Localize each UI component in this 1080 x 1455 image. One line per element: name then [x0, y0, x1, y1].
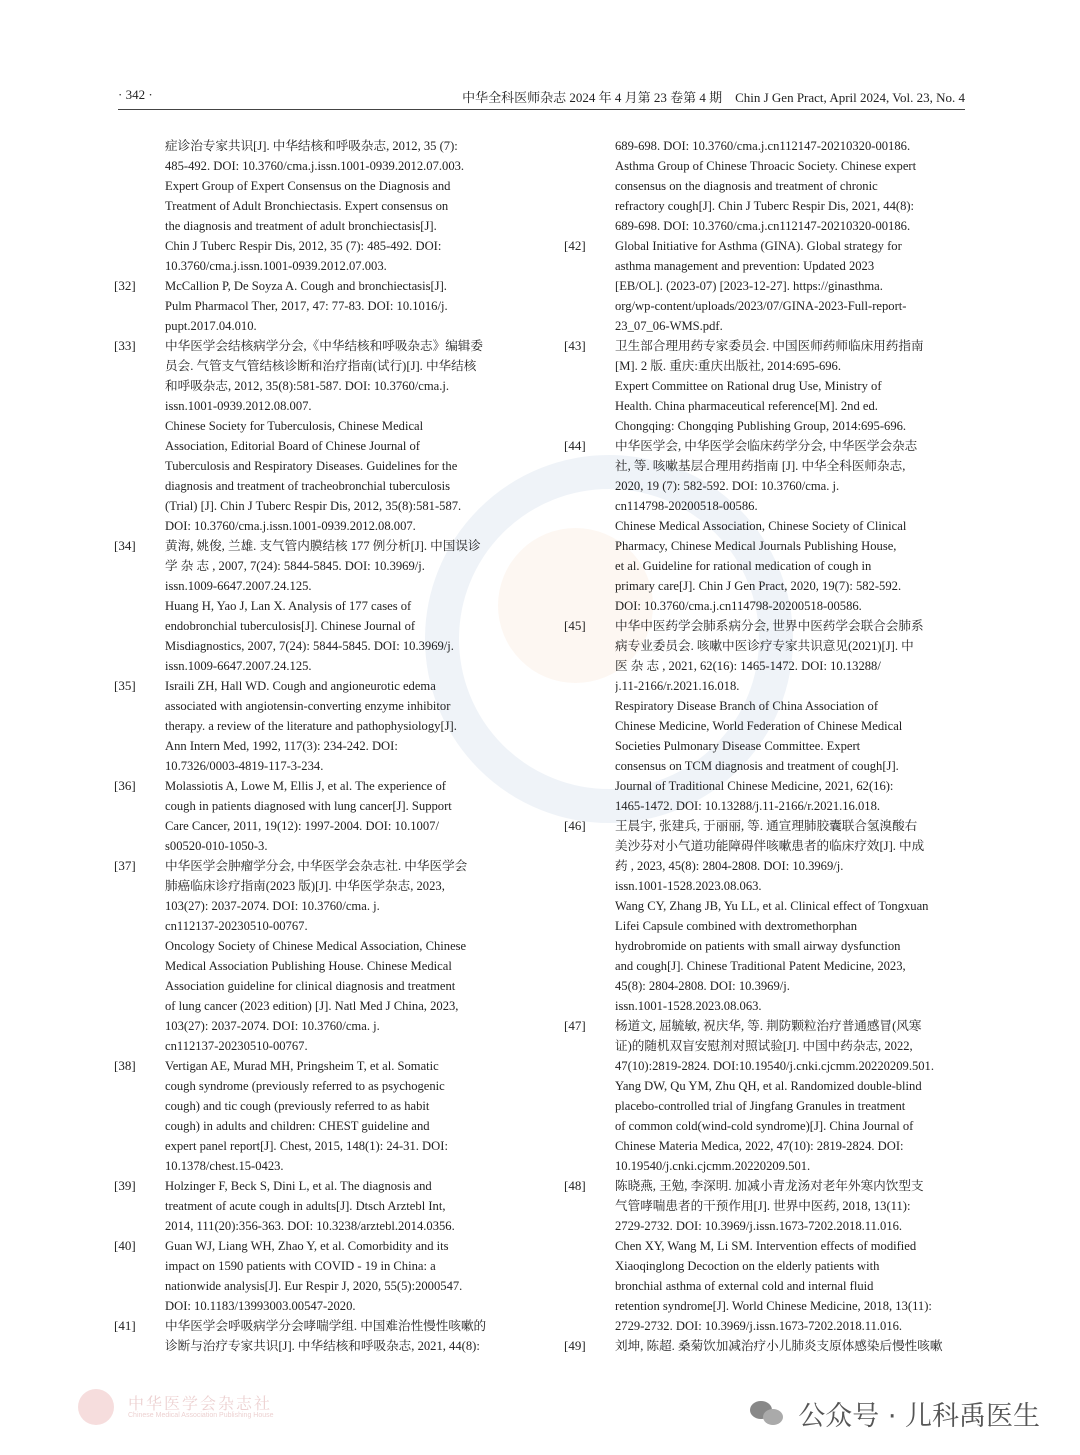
- reference-line: [EB/OL]. (2023-07) [2023-12-27]. https://ginasthma.: [615, 279, 883, 293]
- reference-line: 2729-2732. DOI: 10.3969/j.issn.1673-7202.2018.11.016.: [615, 1319, 903, 1333]
- reference-line: issn.1001-1528.2023.08.063.: [615, 879, 762, 893]
- reference-line: 2020, 19 (7): 582-592. DOI: 10.3760/cma. j.: [615, 479, 840, 493]
- reference-line: associated with angiotensin-converting enzyme inhibitor: [165, 699, 451, 713]
- reference-number: [45]: [564, 618, 586, 633]
- reference-line: org/wp-content/uploads/2023/07/GINA-2023-Full-report-: [615, 299, 907, 313]
- reference-line: Journal of Traditional Chinese Medicine, 2021, 62(16):: [615, 779, 894, 793]
- reference-line: endobronchial tuberculosis[J]. Chinese Journal of: [165, 619, 416, 633]
- reference-line: Chinese Materia Medica, 2022, 47(10): 2819-2824. DOI:: [615, 1139, 904, 1153]
- reference-line: s00520-010-1050-3.: [165, 839, 268, 853]
- reference-line: Expert Group of Expert Consensus on the Diagnosis and: [165, 179, 451, 193]
- reference-line: DOI: 10.3760/cma.j.cn114798-20200518-00586.: [615, 599, 862, 613]
- reference-number: [41]: [114, 1318, 136, 1333]
- reference-line: Guan WJ, Liang WH, Zhao Y, et al. Comorbidity and its: [165, 1239, 449, 1253]
- reference-line: Care Cancer, 2011, 19(12): 1997-2004. DOI: 10.1007/: [165, 819, 439, 833]
- reference-line: 陈晓燕, 王勉, 李深明. 加减小青龙汤对老年外寒内饮型支: [615, 1179, 924, 1193]
- reference-line: pupt.2017.04.010.: [165, 319, 257, 333]
- journal-citation-line: 中华全科医师杂志 2024 年 4 月第 23 卷第 4 期 Chin J Gen Pract, April 2024, Vol. 23, No. 4: [462, 90, 965, 105]
- reference-line: issn.1001-1528.2023.08.063.: [615, 999, 762, 1013]
- reference-text: [615, 436, 950, 616]
- reference-number: [38]: [114, 1058, 136, 1073]
- reference-column-left: [114, 136, 500, 1356]
- wechat-icon: [750, 1399, 786, 1427]
- reference-line: issn.1001-0939.2012.08.007.: [165, 399, 312, 413]
- reference-number: [46]: [564, 818, 586, 833]
- reference-line: Misdiagnostics, 2007, 7(24): 5844-5845. DOI: 10.3969/j.: [165, 639, 454, 653]
- reference-line: 肺癌临床诊疗指南(2023 版)[J]. 中华医学杂志, 2023,: [165, 879, 445, 893]
- reference-number: [32]: [114, 278, 136, 293]
- reference-line: 103(27): 2037-2074. DOI: 10.3760/cma. j.: [165, 899, 380, 913]
- reference-line: Chongqing: Chongqing Publishing Group, 2014:695-696.: [615, 419, 907, 433]
- reference-line: Respiratory Disease Branch of China Association of: [615, 699, 879, 713]
- reference-number: [43]: [564, 338, 586, 353]
- reference-line: Association guideline for clinical diagnosis and treatment: [165, 979, 456, 993]
- reference-text: [615, 816, 950, 1016]
- reference-text: [615, 236, 950, 336]
- reference-entry: [564, 1336, 950, 1356]
- reference-line: 医 杂 志 , 2021, 62(16): 1465-1472. DOI: 10.13288/: [615, 659, 881, 673]
- reference-line: 2729-2732. DOI: 10.3969/j.issn.1673-7202.2018.11.016.: [615, 1219, 903, 1233]
- reference-text: [165, 536, 500, 676]
- reference-line: 刘坤, 陈超. 桑菊饮加减治疗小儿肺炎支原体感染后慢性咳嗽: [615, 1339, 943, 1353]
- reference-line: 学 杂 志 , 2007, 7(24): 5844-5845. DOI: 10.3969/j.: [165, 559, 425, 573]
- reference-number: [44]: [564, 438, 586, 453]
- reference-entry: [114, 336, 500, 536]
- reference-line: impact on 1590 patients with COVID - 19 in China: a: [165, 1259, 436, 1273]
- reference-line: 证)的随机双盲安慰剂对照试验[J]. 中国中药杂志, 2022,: [615, 1039, 913, 1053]
- reference-line: therapy. a review of the literature and pathophysiology[J].: [165, 719, 457, 733]
- reference-line: Asthma Group of Chinese Throacic Society. Chinese expert: [615, 159, 917, 173]
- reference-line: 2014, 111(20):356-363. DOI: 10.3238/arztebl.2014.0356.: [165, 1219, 455, 1233]
- reference-line: 中华医学会结核病学分会,《中华结核和呼吸杂志》编辑委: [165, 339, 483, 353]
- reference-line: 23_07_06-WMS.pdf.: [615, 319, 723, 333]
- reference-line: (Trial) [J]. Chin J Tuberc Respir Dis, 2012, 35(8):581-587.: [165, 499, 462, 513]
- reference-entry: [114, 1056, 500, 1176]
- reference-line: cn112137-20230510-00767.: [165, 1039, 308, 1053]
- reference-line: primary care[J]. Chin J Gen Pract, 2020, 19(7): 582-592.: [615, 579, 902, 593]
- reference-text: [165, 776, 500, 856]
- reference-line: 王晨宇, 张建兵, 于丽丽, 等. 通宣理肺胶囊联合氢溴酸右: [615, 819, 918, 833]
- reference-line: 中华医学会呼吸病学分会哮喘学组. 中国难治性慢性咳嗽的: [165, 1319, 487, 1333]
- reference-entry: [114, 136, 500, 276]
- reference-number: [35]: [114, 678, 136, 693]
- reference-line: 10.19540/j.cnki.cjcmm.20220209.501.: [615, 1159, 811, 1173]
- reference-line: hydrobromide on patients with small airway dysfunction: [615, 939, 901, 953]
- reference-entry: [114, 1236, 500, 1316]
- reference-entry: [564, 1176, 950, 1336]
- reference-line: Chinese Medical Association, Chinese Society of Clinical: [615, 519, 907, 533]
- reference-line: Chen XY, Wang M, Li SM. Intervention effects of modified: [615, 1239, 917, 1253]
- reference-line: 中华医学会肿瘤学分会, 中华医学会杂志社. 中华医学会: [165, 859, 468, 873]
- reference-line: 气管哮喘患者的干预作用[J]. 世界中医药, 2018, 13(11):: [615, 1199, 911, 1213]
- reference-line: Molassiotis A, Lowe M, Ellis J, et al. The experience of: [165, 779, 446, 793]
- reference-line: diagnosis and treatment of tracheobronchial tuberculosis: [165, 479, 451, 493]
- reference-entry: [564, 1016, 950, 1176]
- reference-line: 45(8): 2804-2808. DOI: 10.3969/j.: [615, 979, 790, 993]
- reference-line: Global Initiative for Asthma (GINA). Global strategy for: [615, 239, 902, 253]
- reference-line: 黄海, 姚俊, 兰雄. 支气管内膜结核 177 例分析[J]. 中国误诊: [165, 539, 481, 553]
- reference-number: [34]: [114, 538, 136, 553]
- reference-line: the diagnosis and treatment of adult bronchiectasis[J].: [165, 219, 437, 233]
- reference-line: consensus on TCM diagnosis and treatment of cough[J].: [615, 759, 899, 773]
- reference-line: Treatment of Adult Bronchiectasis. Expert consensus on: [165, 199, 449, 213]
- reference-line: Chin J Tuberc Respir Dis, 2012, 35 (7): 485-492. DOI:: [165, 239, 442, 253]
- reference-entry: [564, 236, 950, 336]
- reference-entry: [114, 1316, 500, 1356]
- reference-entry: [564, 336, 950, 436]
- reference-number: [47]: [564, 1018, 586, 1033]
- reference-text: [615, 136, 950, 236]
- reference-line: Medical Association Publishing House. Chinese Medical: [165, 959, 452, 973]
- reference-line: 689-698. DOI: 10.3760/cma.j.cn112147-20210320-00186.: [615, 139, 911, 153]
- reference-number: [114, 136, 165, 276]
- reference-text: [165, 676, 500, 776]
- reference-line: j.11-2166/r.2021.16.018.: [615, 679, 740, 693]
- page-header: [118, 87, 965, 110]
- page-number: · 342 ·: [118, 87, 153, 102]
- reference-line: bronchial asthma of external cold and internal fluid: [615, 1279, 874, 1293]
- reference-line: refractory cough[J]. Chin J Tuberc Respir Dis, 2021, 44(8):: [615, 199, 915, 213]
- reference-line: Pharmacy, Chinese Medical Journals Publishing House,: [615, 539, 897, 553]
- reference-text: [165, 1176, 500, 1236]
- reference-line: Chinese Medicine, World Federation of Chinese Medical: [615, 719, 903, 733]
- reference-line: of common cold(wind-cold syndrome)[J]. China Journal of: [615, 1119, 914, 1133]
- publisher-name-en: Chinese Medical Association Publishing House: [128, 1412, 274, 1419]
- reference-line: 社, 等. 咳嗽基层合理用药指南 [J]. 中华全科医师杂志,: [615, 459, 906, 473]
- reference-text: [165, 1316, 500, 1356]
- reference-line: 10.1378/chest.15-0423.: [165, 1159, 284, 1173]
- reference-line: Wang CY, Zhang JB, Yu LL, et al. Clinical effect of Tongxuan: [615, 899, 929, 913]
- reference-entry: [114, 676, 500, 776]
- reference-text: [615, 336, 950, 436]
- reference-line: 103(27): 2037-2074. DOI: 10.3760/cma. j.: [165, 1019, 380, 1033]
- reference-line: 10.7326/0003-4819-117-3-234.: [165, 759, 324, 773]
- reference-entry: [114, 1176, 500, 1236]
- reference-line: cough) in adults and children: CHEST guideline and: [165, 1119, 430, 1133]
- reference-line: cough syndrome (previously referred to as psychogenic: [165, 1079, 445, 1093]
- reference-line: 1465-1472. DOI: 10.13288/j.11-2166/r.2021.16.018.: [615, 799, 881, 813]
- reference-number: [37]: [114, 858, 136, 873]
- reference-line: Yang DW, Qu YM, Zhu QH, et al. Randomized double-blind: [615, 1079, 922, 1093]
- reference-text: [165, 856, 500, 1056]
- publisher-name-cn: 中华医学会杂志社: [128, 1394, 273, 1413]
- reference-line: 和呼吸杂志, 2012, 35(8):581-587. DOI: 10.3760/cma.j.: [165, 379, 450, 393]
- reference-line: Tuberculosis and Respiratory Diseases. Guidelines for the: [165, 459, 458, 473]
- reference-line: and cough[J]. Chinese Traditional Patent Medicine, 2023,: [615, 959, 906, 973]
- reference-line: 症诊治专家共识[J]. 中华结核和呼吸杂志, 2012, 35 (7):: [165, 139, 458, 153]
- reference-line: 中华中医药学会肺系病分会, 世界中医药学会联合会肺系: [615, 619, 924, 633]
- reference-line: Oncology Society of Chinese Medical Association, Chinese: [165, 939, 467, 953]
- reference-text: [165, 336, 500, 536]
- reference-number: [42]: [564, 238, 586, 253]
- reference-line: Israili ZH, Hall WD. Cough and angioneurotic edema: [165, 679, 436, 693]
- reference-text: [165, 1056, 500, 1176]
- reference-line: retention syndrome[J]. World Chinese Medicine, 2018, 13(11):: [615, 1299, 932, 1313]
- publisher-watermark: [70, 1387, 490, 1427]
- reference-entry: [564, 816, 950, 1016]
- reference-line: 诊断与治疗专家共识[J]. 中华结核和呼吸杂志, 2021, 44(8):: [165, 1339, 480, 1353]
- reference-line: Vertigan AE, Murad MH, Pringsheim T, et al. Somatic: [165, 1059, 439, 1073]
- reference-line: Ann Intern Med, 1992, 117(3): 234-242. DOI:: [165, 739, 398, 753]
- reference-line: et al. Guideline for rational medication of cough in: [615, 559, 872, 573]
- reference-number: [39]: [114, 1178, 136, 1193]
- reference-line: Lifei Capsule combined with dextromethorphan: [615, 919, 858, 933]
- reference-line: issn.1009-6647.2007.24.125.: [165, 579, 312, 593]
- reference-line: Health. China pharmaceutical reference[M]. 2nd ed.: [615, 399, 878, 413]
- reference-entry: [114, 856, 500, 1056]
- reference-line: nationwide analysis[J]. Eur Respir J, 2020, 55(5):2000547.: [165, 1279, 463, 1293]
- reference-line: issn.1009-6647.2007.24.125.: [165, 659, 312, 673]
- reference-text: [165, 1236, 500, 1316]
- reference-line: consensus on the diagnosis and treatment of chronic: [615, 179, 878, 193]
- reference-line: Chinese Society for Tuberculosis, Chinese Medical: [165, 419, 424, 433]
- reference-number: [49]: [564, 1338, 586, 1353]
- reference-line: 47(10):2819-2824. DOI:10.19540/j.cnki.cjcmm.20220209.501.: [615, 1059, 935, 1073]
- wechat-account-text: 公众号 · 儿科禹医生: [798, 1400, 1040, 1432]
- reference-text: [615, 616, 950, 816]
- reference-line: 病专业委员会. 咳嗽中医诊疗专家共识意见(2021)[J]. 中: [615, 639, 914, 653]
- reference-line: 10.3760/cma.j.issn.1001-0939.2012.07.003.: [165, 259, 387, 273]
- reference-line: of lung cancer (2023 edition) [J]. Natl Med J China, 2023,: [165, 999, 459, 1013]
- wechat-watermark: [750, 1393, 1040, 1433]
- reference-number: [36]: [114, 778, 136, 793]
- reference-line: expert panel report[J]. Chest, 2015, 148(1): 24-31. DOI:: [165, 1139, 448, 1153]
- reference-line: 员会. 气管支气管结核诊断和治疗指南(试行)[J]. 中华结核: [165, 359, 477, 373]
- reference-number: [40]: [114, 1238, 136, 1253]
- reference-number: [33]: [114, 338, 136, 353]
- reference-text: [615, 1176, 950, 1336]
- reference-line: 杨道文, 屈毓敏, 祝庆华, 等. 荆防颗粒治疗普通感冒(风寒: [615, 1019, 922, 1033]
- reference-column-right: [564, 136, 950, 1356]
- reference-line: treatment of acute cough in adults[J]. Dtsch Arztebl Int,: [165, 1199, 446, 1213]
- reference-line: DOI: 10.1183/13993003.00547-2020.: [165, 1299, 356, 1313]
- reference-line: 卫生部合理用药专家委员会. 中国医师药师临床用药指南: [615, 339, 924, 353]
- reference-number: [48]: [564, 1178, 586, 1193]
- reference-line: 美沙芬对小气道功能障碍伴咳嗽患者的临床疗效[J]. 中成: [615, 839, 925, 853]
- reference-entry: [564, 136, 950, 236]
- reference-text: [165, 136, 500, 276]
- reference-entry: [114, 276, 500, 336]
- reference-line: 485-492. DOI: 10.3760/cma.j.issn.1001-0939.2012.07.003.: [165, 159, 465, 173]
- reference-line: cough in patients diagnosed with lung cancer[J]. Support: [165, 799, 452, 813]
- reference-entry: [114, 536, 500, 676]
- reference-entry: [564, 616, 950, 816]
- reference-line: 中华医学会, 中华医学会临床药学分会, 中华医学会杂志: [615, 439, 918, 453]
- reference-line: cough) and tic cough (previously referred to as habit: [165, 1099, 430, 1113]
- reference-line: Xiaoqinglong Decoction on the elderly patients with: [615, 1259, 880, 1273]
- reference-line: Association, Editorial Board of Chinese Journal of: [165, 439, 420, 453]
- reference-number: [564, 136, 615, 236]
- reference-text: [615, 1336, 950, 1356]
- reference-line: Huang H, Yao J, Lan X. Analysis of 177 cases of: [165, 599, 412, 613]
- reference-line: DOI: 10.3760/cma.j.issn.1001-0939.2012.08.007.: [165, 519, 416, 533]
- reference-line: cn112137-20230510-00767.: [165, 919, 308, 933]
- reference-line: McCallion P, De Soyza A. Cough and bronchiectasis[J].: [165, 279, 447, 293]
- reference-line: 药 , 2023, 45(8): 2804-2808. DOI: 10.3969/j.: [615, 859, 844, 873]
- reference-line: Holzinger F, Beck S, Dini L, et al. The diagnosis and: [165, 1179, 432, 1193]
- reference-line: placebo-controlled trial of Jingfang Granules in treatment: [615, 1099, 906, 1113]
- reference-line: [M]. 2 版. 重庆:重庆出版社, 2014:695-696.: [615, 359, 841, 373]
- reference-entry: [114, 776, 500, 856]
- publisher-logo-icon: [78, 1389, 114, 1425]
- reference-line: asthma management and prevention: Updated 2023: [615, 259, 875, 273]
- reference-line: 689-698. DOI: 10.3760/cma.j.cn112147-20210320-00186.: [615, 219, 911, 233]
- reference-line: Expert Committee on Rational drug Use, Ministry of: [615, 379, 882, 393]
- reference-text: [165, 276, 500, 336]
- reference-line: Pulm Pharmacol Ther, 2017, 47: 77-83. DOI: 10.1016/j.: [165, 299, 448, 313]
- reference-line: Societies Pulmonary Disease Committee. Expert: [615, 739, 861, 753]
- reference-entry: [564, 436, 950, 616]
- reference-text: [615, 1016, 950, 1176]
- reference-line: cn114798-20200518-00586.: [615, 499, 758, 513]
